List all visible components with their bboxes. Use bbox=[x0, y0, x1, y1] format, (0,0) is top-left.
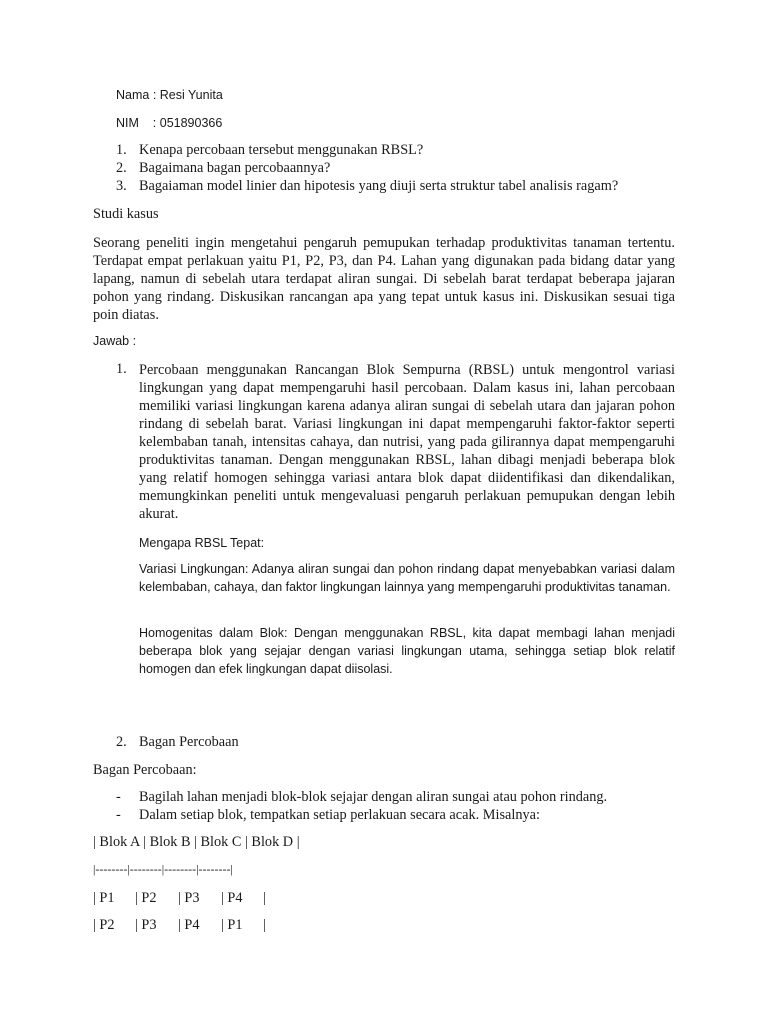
table-row-2-cell-1: | P2 bbox=[93, 917, 115, 933]
bullet-2-text: Dalam setiap blok, tempatkan setiap perlakuan secara acak. Misalnya: bbox=[139, 807, 540, 823]
answer-2-title: Bagan Percobaan bbox=[139, 734, 239, 750]
table-row-2-cell-end: | bbox=[263, 917, 266, 933]
bullet-1-text: Bagilah lahan menjadi blok-blok sejajar dengan aliran sungai atau pohon rindang. bbox=[139, 789, 608, 805]
table-row-2-cell-4: | P1 bbox=[221, 917, 243, 933]
answer-2-number: 2. bbox=[116, 734, 127, 750]
block-table-separator: |--------|--------|--------|--------| bbox=[93, 862, 233, 876]
block-table-header: | Blok A | Blok B | Blok C | Blok D | bbox=[93, 834, 300, 850]
question-2-text: Bagaimana bagan percobaannya? bbox=[139, 160, 331, 176]
question-2-number: 2. bbox=[116, 160, 127, 176]
bullet-2-dash: - bbox=[116, 807, 121, 823]
table-row-2-cell-3: | P4 bbox=[178, 917, 200, 933]
question-1-number: 1. bbox=[116, 142, 127, 158]
table-row-1-cell-2: | P2 bbox=[135, 890, 157, 906]
student-nim: NIM : 051890366 bbox=[116, 116, 223, 130]
table-row-1-cell-3: | P3 bbox=[178, 890, 200, 906]
case-study-body: Seorang peneliti ingin mengetahui pengaruh pemupukan terhadap produktivitas tanaman tertentu. Terdapat empat perlakuan yaitu P1, P2, P3, dan P4. Lahan yang digunakan pada bidang datar yang lapang, namun di sebelah utara terdapat aliran sungai. Di sebelah barat terdapat beberapa jajaran pohon yang rindang. Diskusikan rancangan apa yang tepat untuk kasus ini. Diskusikan sesuai tiga poin diatas. bbox=[93, 235, 675, 323]
bagan-heading: Bagan Percobaan: bbox=[93, 762, 197, 778]
question-1-text: Kenapa percobaan tersebut menggunakan RBSL? bbox=[139, 142, 424, 158]
table-row-1-cell-end: | bbox=[263, 890, 266, 906]
table-row-2-cell-2: | P3 bbox=[135, 917, 157, 933]
answer-1-number: 1. bbox=[116, 361, 127, 377]
reason-homogenitas-blok: Homogenitas dalam Blok: Dengan menggunakan RBSL, kita dapat membagi lahan menjadi beberapa blok yang sejajar dengan variasi lingkungan utama, sehingga setiap blok relatif homogen dan efek lingkungan dapat diisolasi. bbox=[139, 626, 675, 676]
student-name: Nama : Resi Yunita bbox=[116, 88, 223, 102]
answer-label: Jawab : bbox=[93, 334, 137, 348]
question-3-number: 3. bbox=[116, 178, 127, 194]
case-study-title: Studi kasus bbox=[93, 206, 159, 222]
table-row-1-cell-4: | P4 bbox=[221, 890, 243, 906]
answer-1-text: Percobaan menggunakan Rancangan Blok Sempurna (RBSL) untuk mengontrol variasi lingkungan yang dapat mempengaruhi hasil percobaan. Dalam kasus ini, lahan percobaan memiliki variasi lingkungan karena adanya aliran sungai di sebelah utara dan jajaran pohon rindang di sebelah barat. Variasi lingkungan ini dapat mempengaruhi faktor-faktor seperti kelembaban tanah, intensitas cahaya, dan nutrisi, yang pada gilirannya dapat mempengaruhi produktivitas tanaman. Dengan menggunakan RBSL, lahan dibagi menjadi beberapa blok yang relatif homogen sehingga variasi antara blok dapat diidentifikasi dan dikendalikan, memungkinkan peneliti untuk mengevaluasi pengaruh perlakuan pemupukan dengan lebih akurat. bbox=[139, 362, 675, 522]
question-3-text: Bagaiaman model linier dan hipotesis yang diuji serta struktur tabel analisis ragam? bbox=[139, 178, 619, 194]
why-rbsl-title: Mengapa RBSL Tepat: bbox=[139, 536, 265, 550]
reason-variasi-lingkungan: Variasi Lingkungan: Adanya aliran sungai dan pohon rindang dapat menyebabkan variasi dalam kelembaban, cahaya, dan faktor lingkungan lainnya yang mempengaruhi produktivitas tanaman. bbox=[139, 562, 675, 594]
table-row-1-cell-1: | P1 bbox=[93, 890, 115, 906]
bullet-1-dash: - bbox=[116, 789, 121, 805]
